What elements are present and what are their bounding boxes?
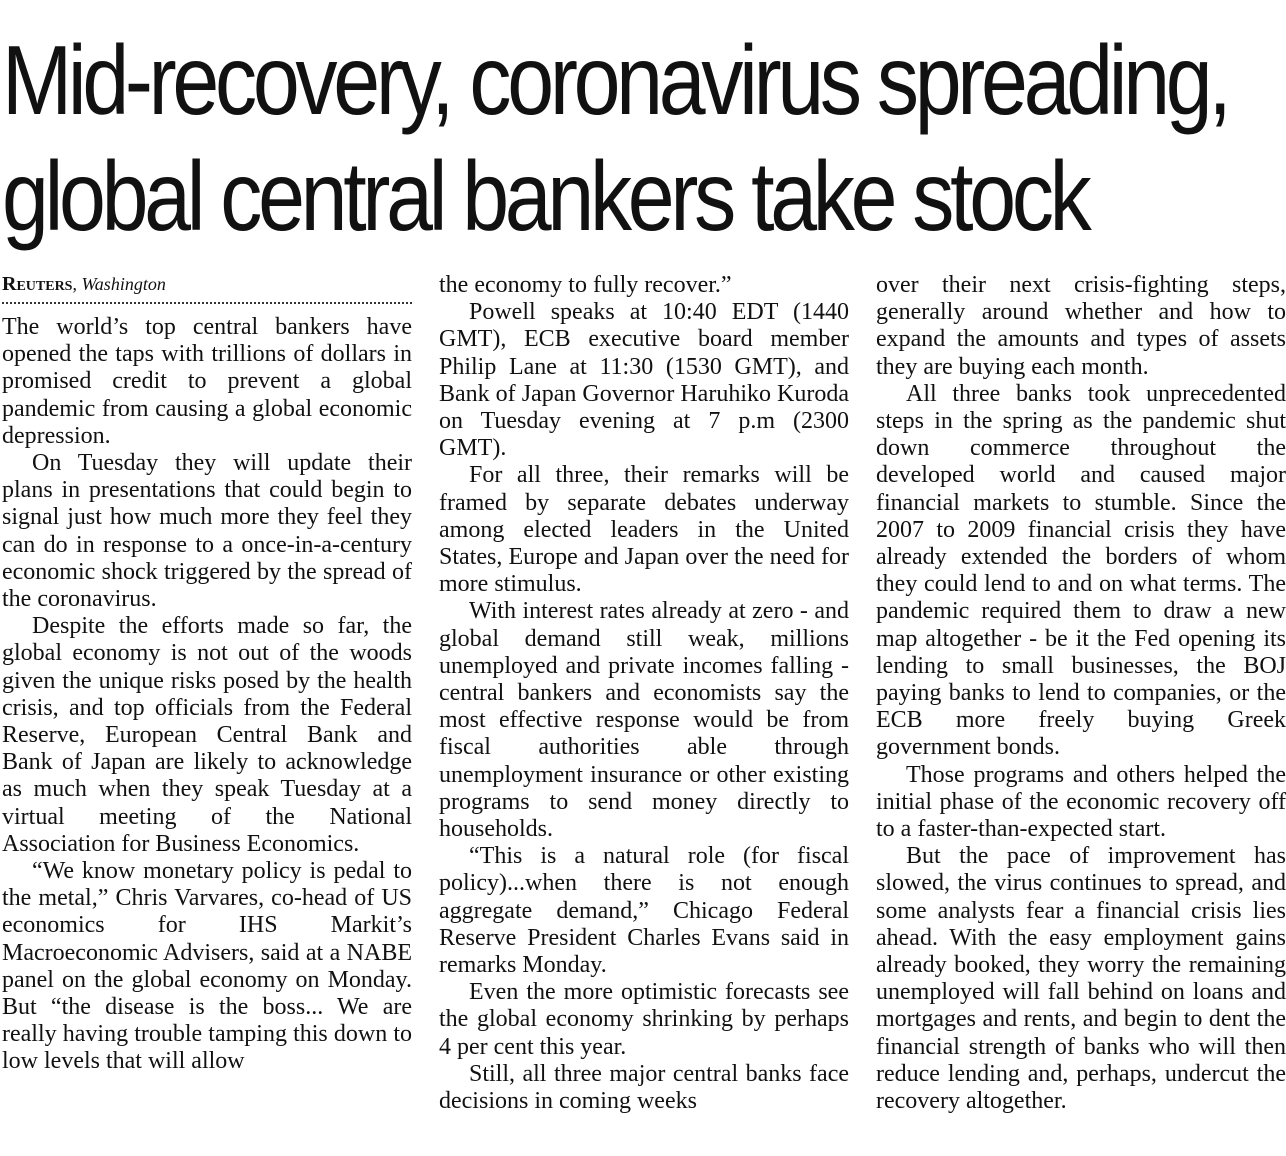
paragraph: Despite the efforts made so far, the global economy is not out of the woods given the unique risks posed by the health crisis, and top officials from the Federal Reserve, European Central Bank and Bank of Japan are likely to acknowledge as much when they speak Tuesday at a virtual meeting of the National Association for Business Economics.	[2, 613, 412, 857]
paragraph: Still, all three major central banks face decisions in coming weeks	[439, 1060, 849, 1115]
byline-agency: Reuters	[2, 273, 73, 295]
headline-line-1: Mid-recovery, coronavirus spreading,	[2, 25, 1228, 135]
paragraph: But the pace of improvement has slowed, the virus continues to spread, and some analysts fear a financial crisis lies ahead. With the easy employment gains already booked, they worry the remaining unemployed will fall behind on loans and mortgages and rents, and begin to dent the financial strength of banks who will then reduce lending and, perhaps, undercut the recovery altogether.	[876, 843, 1286, 1115]
paragraph: Those programs and others helped the initial phase of the economic recovery off to a faster-than-expected start.	[876, 761, 1286, 843]
paragraph: With interest rates already at zero - and global demand still weak, millions unemployed and private incomes falling - central bankers and economists say the most effective response would be from fiscal authorities able through unemployment insurance or other existing programs to send money directly to households.	[439, 598, 849, 843]
paragraph: “This is a natural role (for fiscal policy)...when there is not enough aggregate demand,” Chicago Federal Reserve President Charles Evans said in remarks Monday.	[439, 843, 849, 979]
paragraph: For all three, their remarks will be framed by separate debates underway among elected leaders in the United States, Europe and Japan over the need for more stimulus.	[439, 462, 849, 598]
headline	[2, 22, 1228, 254]
headline-line-2: global central bankers take stock	[2, 141, 1088, 251]
paragraph: Even the more optimistic forecasts see the global economy shrinking by perhaps 4 per cent this year.	[439, 979, 849, 1060]
paragraph: The world’s top central bankers have opened the taps with trillions of dollars in promised credit to prevent a global pandemic from causing a global economic depression.	[2, 314, 412, 449]
article-column-1	[2, 272, 412, 1076]
paragraph-continued: over their next crisis-fighting steps, generally around whether and how to expand the amounts and types of assets they are buying each month.	[876, 272, 1286, 380]
paragraph: Powell speaks at 10:40 EDT (1440 GMT), ECB executive board member Philip Lane at 11:30 (1530 GMT), and Bank of Japan Governor Haruhiko Kuroda on Tuesday evening at 7 p.m (2300 GMT).	[439, 299, 849, 462]
paragraph: All three banks took unprecedented steps in the spring as the pandemic shut down commerce throughout the developed world and caused major financial markets to stumble. Since the 2007 to 2009 financial crisis they have already extended the borders of whom they could lend to and on what terms. The pandemic required them to draw a new map altogether - be it the Fed opening its lending to small businesses, the BOJ paying banks to lend to companies, or the ECB more freely buying Greek government bonds.	[876, 380, 1286, 761]
article-column-3	[876, 272, 1286, 1115]
article-column-2	[439, 272, 849, 1115]
paragraph: “We know monetary policy is pedal to the metal,” Chris Varvares, co-head of US economics for IHS Markit’s Macroeconomic Advisers, said at a NABE panel on the global economy on Monday. But “the disease is the boss... We are really having trouble tamping this down to low levels that will allow	[2, 858, 412, 1075]
paragraph: On Tuesday they will update their plans in presentations that could begin to signal just how much more they feel they can do in response to a once-in-a-century economic shock triggered by the spread of the coronavirus.	[2, 450, 412, 613]
byline-separator: ,	[72, 274, 77, 294]
byline-dateline: Washington	[81, 274, 166, 294]
byline	[2, 272, 412, 304]
paragraph-continued: the economy to fully recover.”	[439, 272, 732, 298]
